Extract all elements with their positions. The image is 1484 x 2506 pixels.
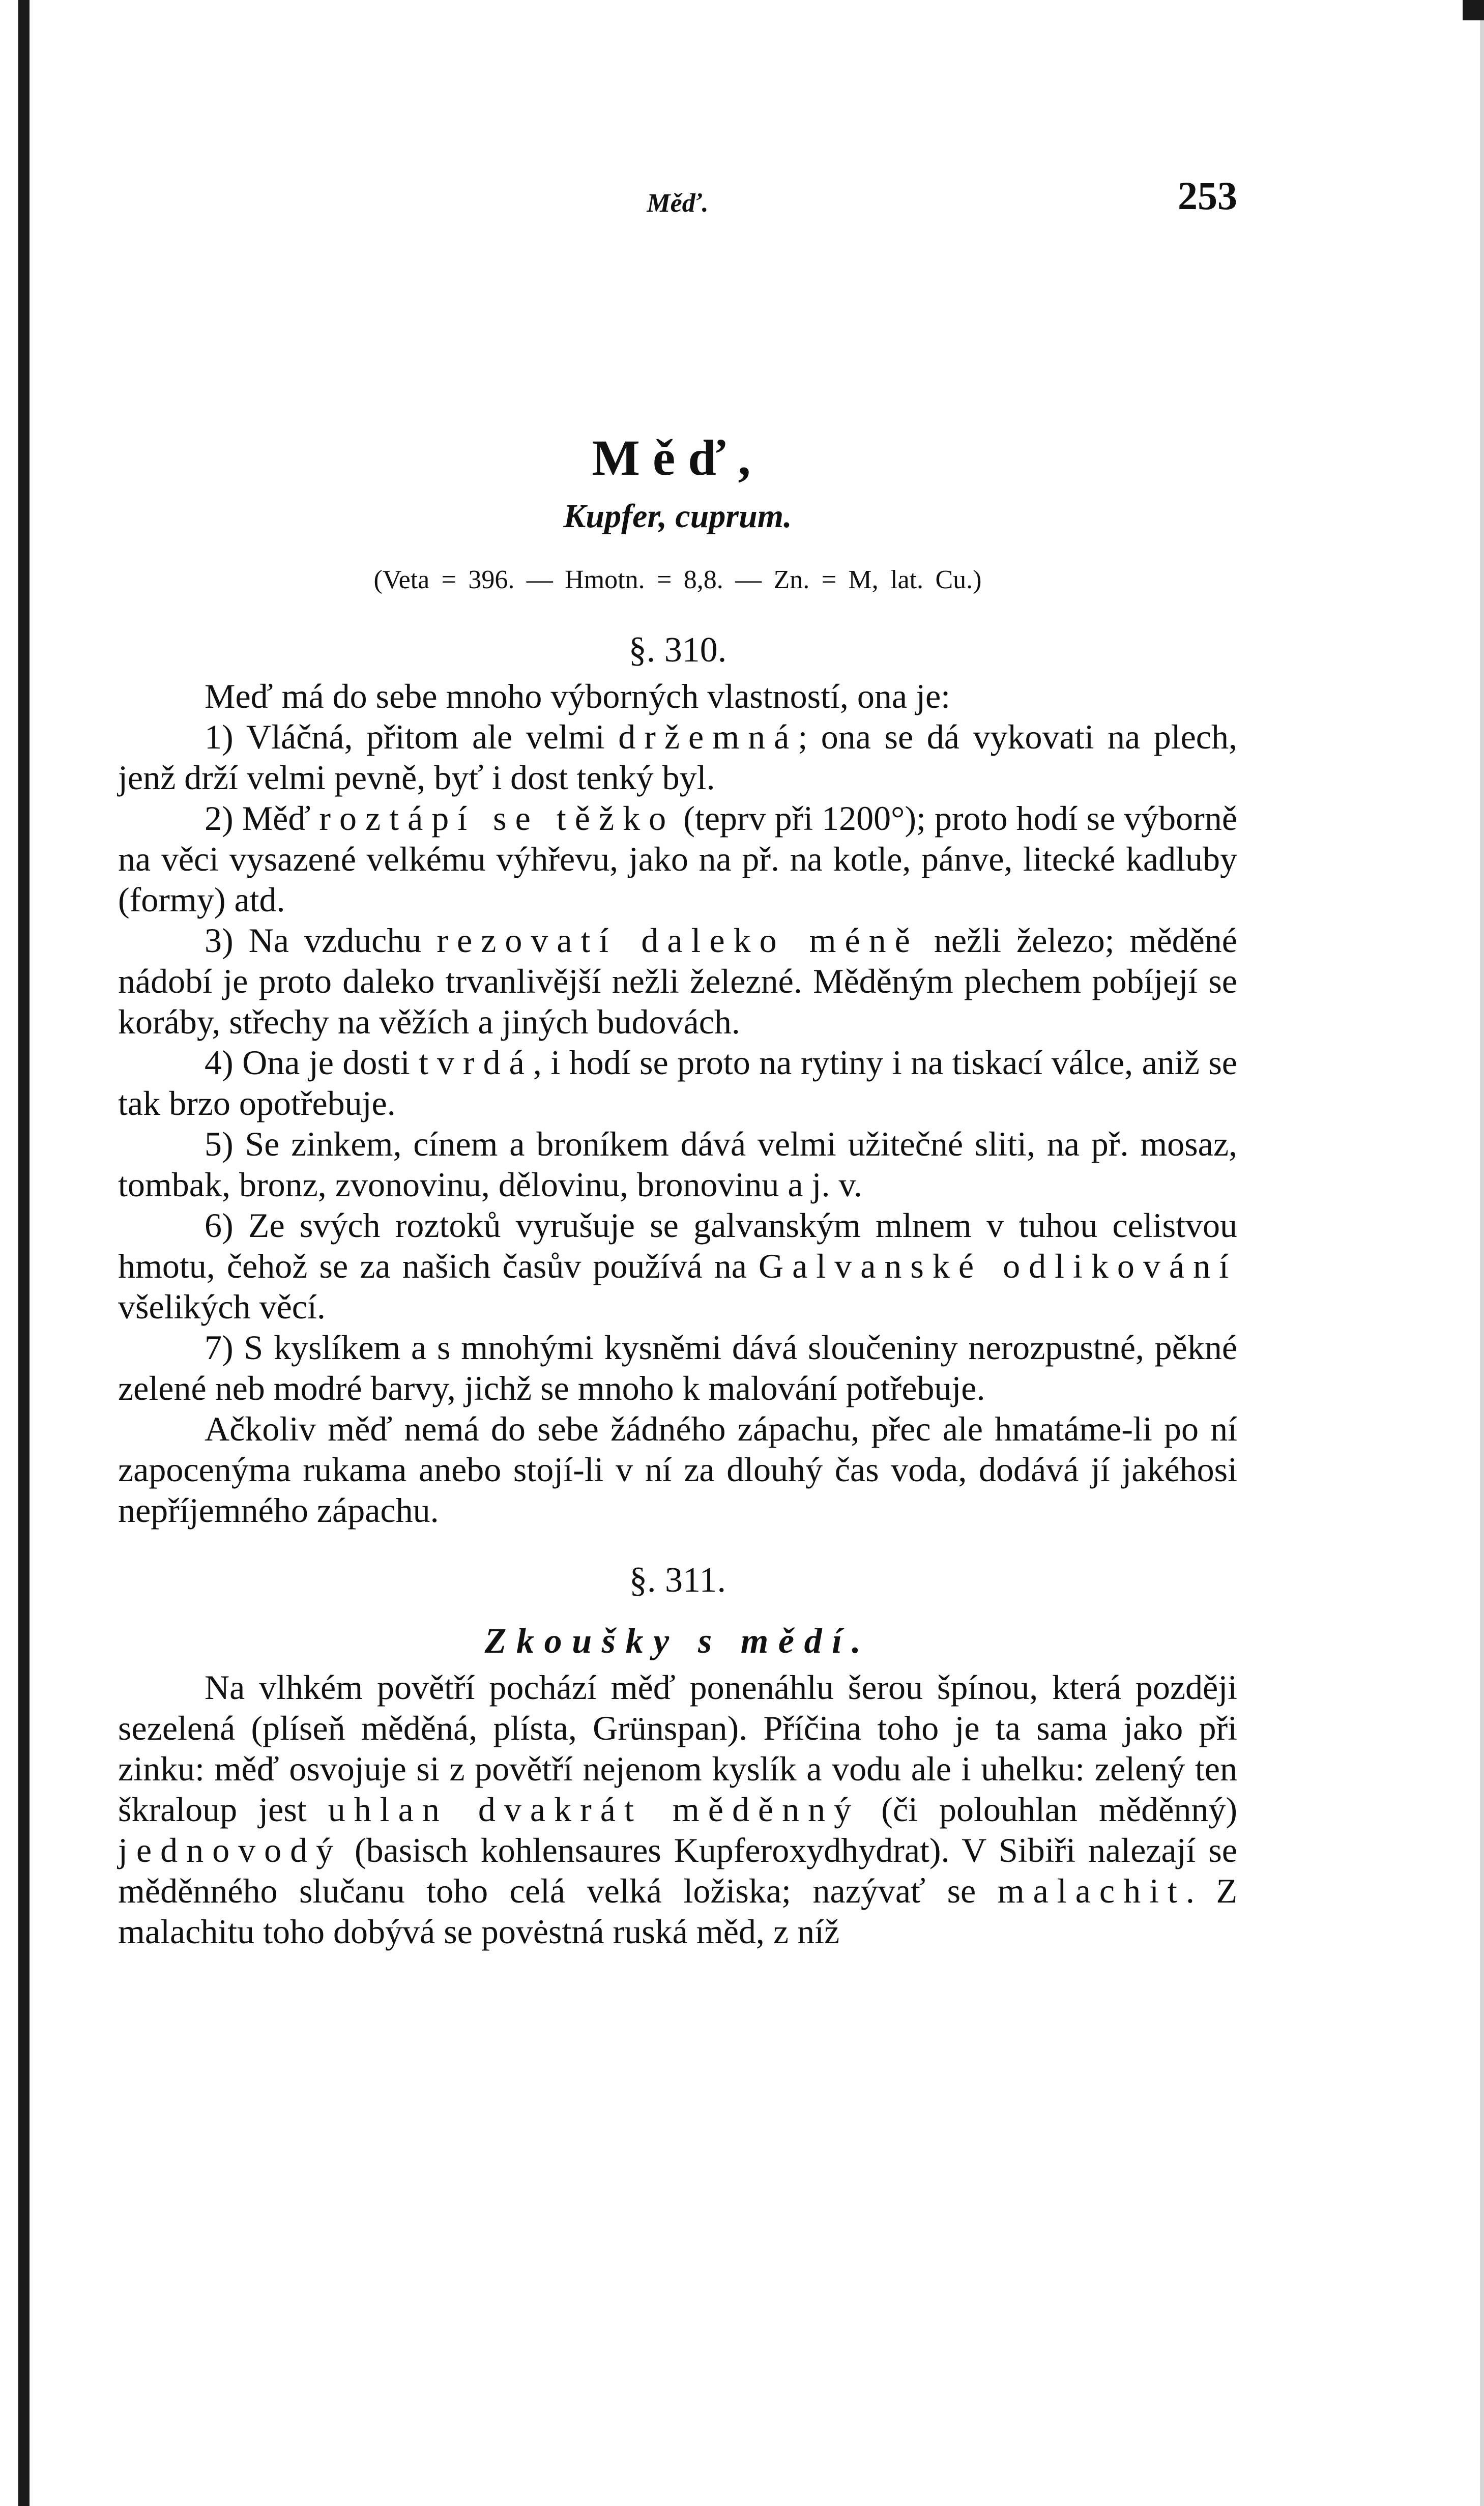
item-1-emphasis: držemná: [618, 717, 798, 756]
paragraph-item-3: [118, 920, 1237, 1042]
paragraph-item-6: [118, 1205, 1237, 1327]
item-4-emphasis: tvrdá: [419, 1043, 533, 1082]
closing-text: Ačkoliv měď nemá do sebe žádného zápachu, přec ale hmatáme-li po ní zapocenýma rukama anebo stojí-li v ní za dlouhý čas voda, dodává jí jakéhosi nepříjemného zápachu.: [118, 1409, 1237, 1530]
item-6-lead: 6) Ze svých roztoků vyrušuje se galvanským mlnem v tuhou celistvou hmotu, čehož se za našich časův používá na: [118, 1206, 1237, 1285]
scan-binding-edge: [18, 0, 30, 2506]
paragraph-item-1: [118, 716, 1237, 798]
intro-text: Meď má do sebe mnoho výborných vlastností, ona je:: [205, 677, 951, 715]
section-number-310: §. 310.: [628, 630, 727, 670]
item-7-text: 7) S kyslíkem a s mnohými kysněmi dává sloučeniny nerozpustné, pěkné zelené neb modré barvy, jichž se mnoho k malování potřebuje.: [118, 1328, 1237, 1407]
paragraph-closing: [118, 1408, 1237, 1531]
item-2-rest: (teprv při 1200°); proto hodí se výborně na věci vysazené velkému výhřevu, jako na př. na kotle, pánve, litecké kadluby (formy) atd.: [118, 799, 1237, 919]
para-311-emphasis-3: malachit: [997, 1871, 1186, 1910]
para-311-part-4: . Z malachitu toho dobývá se povėstná ruská měd, z níž: [118, 1871, 1237, 1951]
item-1-lead: 1) Vláčná, přitom ale velmi: [205, 717, 619, 756]
chapter-title: Měď,: [592, 429, 764, 486]
para-311-emphasis-1: uhlan dvakrát měděnný: [328, 1790, 860, 1829]
section-number-311: §. 311.: [629, 1561, 726, 1600]
page-number: 253: [1178, 174, 1237, 218]
scan-corner-mark: [1463, 0, 1484, 20]
item-6-rest: všelikých věcí.: [118, 1287, 326, 1326]
element-formula-line: (Veta = 396. — Hmotn. = 8,8. — Zn. = M, lat. Cu.): [373, 565, 982, 594]
para-311-part-1: Na vlhkém povětří pochází měď ponenáhlu šerou špínou, která později sezelená (plíseň měděná, plísta, Grünspan). Příčina toho je ta sama jako při zinku: měď osvojuje si z povětří nejenom kyslík a vodu ale i uhelku: zelený ten škraloup jest: [118, 1668, 1237, 1829]
scan-right-edge: [1480, 0, 1484, 2506]
item-2-lead: 2) Měď: [205, 799, 319, 838]
paragraph-311: [118, 1667, 1237, 1952]
item-4-rest: , i hodí se proto na rytiny i na tiskací válce, aniž se tak brzo opotřebuje.: [118, 1043, 1237, 1122]
book-page: [118, 173, 1237, 1952]
paragraph-item-5: [118, 1124, 1237, 1205]
item-4-lead: 4) Ona je dosti: [205, 1043, 419, 1082]
item-2-emphasis: roztápí se těžko: [319, 799, 675, 838]
item-1-rest: ; ona se dá vykovati na plech, jenž drží velmi pevně, byť i dost tenký byl.: [118, 717, 1237, 797]
paragraph-item-2: [118, 798, 1237, 920]
item-3-lead: 3) Na vzduchu: [205, 921, 437, 960]
item-3-rest: nežli železo; měděné nádobí je proto daleko trvanlivější nežli železné. Měděným plechem pobíjejí se koráby, střechy na věžích a jiných budovách.: [118, 921, 1237, 1041]
section-title-311: Zkoušky s mědí.: [484, 1622, 871, 1661]
para-311-emphasis-2: jednovodý: [118, 1831, 342, 1869]
para-311-part-2: (či polouhlan měděnný): [860, 1790, 1237, 1829]
para-311-part-3: (basisch kohlensaures Kupferoxydhydrat). V Sibiři nalezají se měděnného slučanu toho celá velká ložiska; nazývať se: [118, 1831, 1237, 1910]
paragraph-item-4: [118, 1042, 1237, 1124]
running-head: [118, 173, 1237, 229]
paragraph-item-7: [118, 1327, 1237, 1408]
chapter-subtitle: Kupfer, cuprum.: [563, 498, 792, 535]
item-5-text: 5) Se zinkem, cínem a broníkem dává velmi užitečné sliti, na př. mosaz, tombak, bronz, zvonovinu, dělovinu, bronovinu a j. v.: [118, 1125, 1237, 1204]
running-title: Měď.: [647, 189, 709, 218]
item-6-emphasis: Galvanské odlikování: [759, 1247, 1237, 1285]
paragraph-intro: [118, 676, 1237, 716]
item-3-emphasis: rezovatí daleko méně: [437, 921, 919, 960]
